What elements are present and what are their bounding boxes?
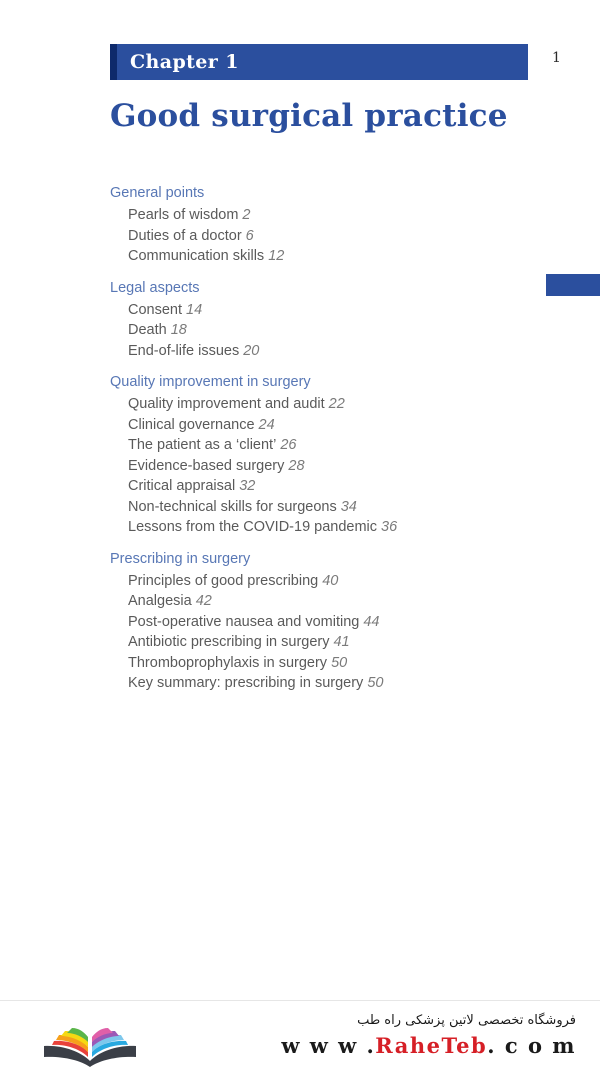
- toc-entry-label: Death: [128, 322, 167, 338]
- toc-entry-page: 24: [258, 416, 275, 433]
- toc-section-heading: Legal aspects: [110, 279, 200, 296]
- toc-entry-page: 32: [239, 478, 256, 494]
- toc-entry-label: Pearls of wisdom: [128, 207, 239, 223]
- toc-entry[interactable]: [110, 246, 530, 267]
- toc-entry-page: 18: [170, 322, 187, 338]
- toc-entry-page: 40: [322, 572, 339, 589]
- page-footer: [0, 1000, 600, 1080]
- toc-entry-label: Critical appraisal: [128, 478, 236, 494]
- toc-entry[interactable]: [110, 497, 530, 518]
- toc-entry-page: 26: [280, 437, 297, 453]
- toc-entry[interactable]: [110, 612, 530, 633]
- toc-entry-page: 50: [367, 675, 384, 691]
- toc-entry-page: 28: [288, 457, 305, 474]
- toc-entry-label: Clinical governance: [128, 416, 255, 433]
- toc-entry-label: Lessons from the COVID-19 pandemic: [128, 519, 378, 535]
- toc-entry[interactable]: [110, 632, 530, 653]
- toc-entry-page: 42: [195, 593, 212, 609]
- side-tab-marker: [546, 274, 600, 296]
- chapter-bar-accent: [110, 44, 117, 80]
- toc-entry[interactable]: [110, 394, 530, 415]
- chapter-label: Chapter 1: [130, 51, 239, 73]
- toc-entry-label: Post-operative nausea and vomiting: [128, 613, 360, 630]
- toc-entry-page: 41: [333, 634, 350, 650]
- toc-entry[interactable]: [110, 591, 530, 612]
- toc-entry-label: Evidence-based surgery: [128, 457, 285, 474]
- open-book-logo: [36, 1015, 144, 1069]
- toc-entry[interactable]: [110, 226, 530, 247]
- toc-entry-label: Duties of a doctor: [128, 227, 242, 244]
- toc-entry[interactable]: [110, 476, 530, 497]
- toc-entry[interactable]: [110, 653, 530, 674]
- toc-section-heading: Prescribing in surgery: [110, 550, 251, 567]
- footer-url-prefix: w w w .: [281, 1033, 376, 1058]
- toc-entry-label: Key summary: prescribing in surgery: [128, 675, 364, 691]
- footer-text-block: [281, 1011, 576, 1058]
- footer-website: [281, 1033, 576, 1058]
- footer-url-brand: RaheTeb: [375, 1033, 488, 1058]
- toc-entry-label: Analgesia: [128, 593, 192, 609]
- toc-entry-page: 34: [340, 498, 357, 515]
- toc-entry[interactable]: [110, 517, 530, 538]
- toc-section-heading: General points: [110, 185, 205, 201]
- footer-persian-text: فروشگاه تخصصی لاتین پزشکی راه طب: [357, 1013, 576, 1028]
- toc-entry-page: 12: [268, 248, 285, 264]
- toc-entry-page: 50: [331, 654, 348, 671]
- toc-entry-page: 6: [245, 227, 254, 244]
- toc-entry-label: Antibiotic prescribing in surgery: [128, 634, 330, 650]
- toc-entry-label: Principles of good prescribing: [128, 572, 319, 589]
- toc-entry[interactable]: [110, 320, 530, 341]
- toc-entry[interactable]: [110, 205, 530, 226]
- toc-entry-label: Non-technical skills for surgeons: [128, 498, 337, 515]
- toc-entry-page: 20: [243, 342, 260, 359]
- toc-entry-page: 36: [381, 519, 398, 535]
- toc-entry[interactable]: [110, 673, 530, 694]
- toc-section-heading: Quality improvement in surgery: [110, 374, 311, 390]
- toc-entry-label: Communication skills: [128, 248, 265, 264]
- toc-entry-page: 2: [242, 207, 251, 223]
- toc-entry[interactable]: [110, 435, 530, 456]
- chapter-header-bar: [110, 44, 528, 80]
- page-title: Good surgical practice: [110, 98, 508, 134]
- table-of-contents: [110, 183, 530, 694]
- toc-entry[interactable]: [110, 341, 530, 362]
- toc-entry[interactable]: [110, 456, 530, 477]
- page-number: 1: [552, 50, 561, 66]
- toc-entry-label: Thromboprophylaxis in surgery: [128, 654, 328, 671]
- toc-entry[interactable]: [110, 415, 530, 436]
- toc-entry[interactable]: [110, 571, 530, 592]
- toc-entry-label: End-of-life issues: [128, 342, 240, 359]
- toc-entry-page: 14: [186, 301, 203, 318]
- toc-entry-label: The patient as a ‘client’: [128, 437, 277, 453]
- toc-entry-label: Quality improvement and audit: [128, 396, 325, 412]
- toc-entry-label: Consent: [128, 301, 183, 318]
- footer-url-suffix: . c o m: [487, 1033, 576, 1058]
- toc-entry[interactable]: [110, 300, 530, 321]
- toc-entry-page: 22: [328, 396, 345, 412]
- toc-entry-page: 44: [363, 613, 380, 630]
